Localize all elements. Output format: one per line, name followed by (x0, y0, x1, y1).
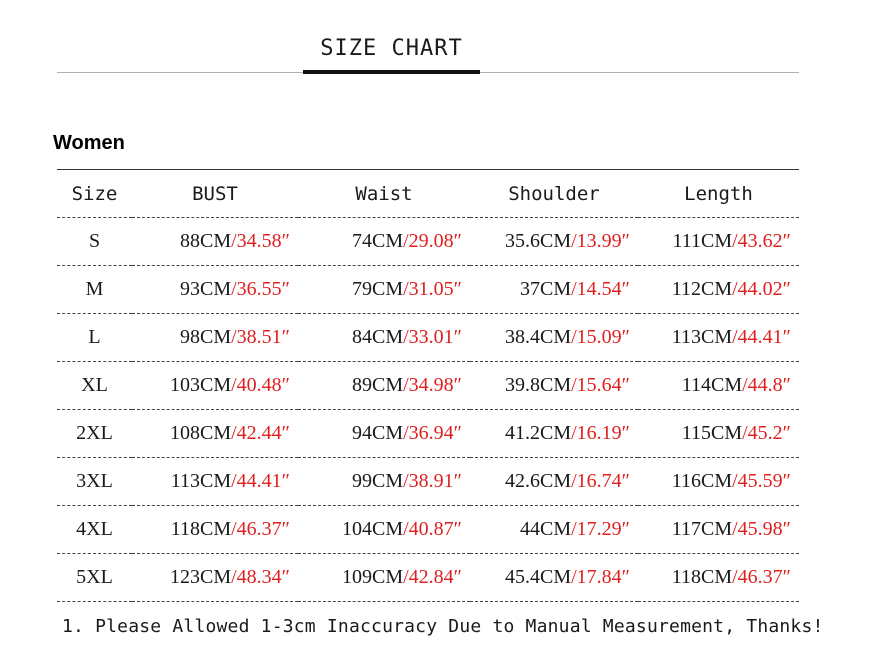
measurement-note: 1. Please Allowed 1-3cm Inaccuracy Due to Manual Measurement, Thanks! (62, 616, 824, 637)
length-inch-value: /44.41″ (732, 326, 791, 348)
size-cell: S (57, 218, 132, 266)
length-cell (638, 410, 799, 458)
table-row (57, 506, 799, 554)
bust-cell (132, 506, 298, 554)
length-cm-value: 114CM (681, 374, 743, 396)
bust-inch-value: /48.34″ (231, 566, 290, 588)
column-header-bust: BUST (132, 170, 298, 218)
bust-inch-value: /40.48″ (231, 374, 290, 396)
bust-cm-value: 118CM (170, 518, 232, 540)
shoulder-cm-value: 44CM (519, 518, 572, 540)
waist-inch-value: /33.01″ (403, 326, 462, 348)
bust-cm-value: 123CM (169, 566, 232, 588)
shoulder-cm-value: 45.4CM (504, 566, 572, 588)
waist-inch-value: /34.98″ (403, 374, 462, 396)
waist-inch-value: /38.91″ (403, 470, 462, 492)
table-row (57, 362, 799, 410)
waist-cm-value: 109CM (341, 566, 404, 588)
waist-inch-value: /31.05″ (403, 278, 462, 300)
table-row (57, 554, 799, 602)
bust-cell (132, 362, 298, 410)
shoulder-inch-value: /16.19″ (571, 422, 630, 444)
shoulder-inch-value: /17.84″ (571, 566, 630, 588)
waist-cell (298, 314, 470, 362)
length-inch-value: /45.2″ (742, 422, 791, 444)
shoulder-cm-value: 42.6CM (504, 470, 572, 492)
length-cell (638, 554, 799, 602)
waist-cell (298, 506, 470, 554)
bust-cell (132, 410, 298, 458)
shoulder-cell (470, 218, 638, 266)
bust-cm-value: 103CM (169, 374, 232, 396)
length-cell (638, 218, 799, 266)
column-header-shoulder: Shoulder (470, 170, 638, 218)
shoulder-cell (470, 410, 638, 458)
waist-cell (298, 458, 470, 506)
waist-cm-value: 99CM (351, 470, 404, 492)
table-row (57, 458, 799, 506)
waist-cm-value: 94CM (351, 422, 404, 444)
section-label: Women (53, 132, 125, 154)
shoulder-cell (470, 458, 638, 506)
waist-cell (298, 362, 470, 410)
waist-cm-value: 104CM (341, 518, 404, 540)
waist-inch-value: /36.94″ (403, 422, 462, 444)
length-inch-value: /45.98″ (732, 518, 791, 540)
bust-inch-value: /42.44″ (231, 422, 290, 444)
length-cell (638, 362, 799, 410)
table-row (57, 314, 799, 362)
waist-cell (298, 410, 470, 458)
waist-cm-value: 84CM (351, 326, 404, 348)
waist-inch-value: /29.08″ (403, 230, 462, 252)
size-chart-table (57, 170, 799, 602)
size-cell: 2XL (57, 410, 132, 458)
waist-inch-value: /40.87″ (403, 518, 462, 540)
length-cell (638, 314, 799, 362)
waist-inch-value: /42.84″ (403, 566, 462, 588)
bust-inch-value: /44.41″ (231, 470, 290, 492)
bust-cm-value: 88CM (179, 230, 232, 252)
length-cm-value: 116CM (671, 470, 733, 492)
length-inch-value: /44.8″ (742, 374, 791, 396)
waist-cm-value: 74CM (351, 230, 404, 252)
table-header-row (57, 170, 799, 218)
length-inch-value: /43.62″ (732, 230, 791, 252)
shoulder-cm-value: 39.8CM (504, 374, 572, 396)
waist-cell (298, 218, 470, 266)
bust-inch-value: /36.55″ (231, 278, 290, 300)
title-underline (303, 70, 480, 74)
shoulder-inch-value: /15.09″ (571, 326, 630, 348)
bust-cm-value: 113CM (170, 470, 232, 492)
table-row (57, 410, 799, 458)
bust-cell (132, 266, 298, 314)
table-row (57, 218, 799, 266)
waist-cm-value: 89CM (351, 374, 404, 396)
bust-cm-value: 98CM (179, 326, 232, 348)
length-cell (638, 458, 799, 506)
header (0, 0, 871, 80)
size-cell: 5XL (57, 554, 132, 602)
shoulder-inch-value: /17.29″ (571, 518, 630, 540)
length-inch-value: /46.37″ (732, 566, 791, 588)
bust-cell (132, 218, 298, 266)
length-inch-value: /44.02″ (732, 278, 791, 300)
bust-inch-value: /38.51″ (231, 326, 290, 348)
table-row (57, 266, 799, 314)
size-cell: 4XL (57, 506, 132, 554)
size-cell: XL (57, 362, 132, 410)
column-header-waist: Waist (298, 170, 470, 218)
shoulder-cm-value: 37CM (519, 278, 572, 300)
length-cm-value: 111CM (672, 230, 733, 252)
shoulder-cell (470, 362, 638, 410)
length-cm-value: 118CM (671, 566, 733, 588)
bust-cell (132, 458, 298, 506)
table-body (57, 218, 799, 602)
column-header-length: Length (638, 170, 799, 218)
length-cell (638, 506, 799, 554)
column-header-size: Size (57, 170, 132, 218)
shoulder-cm-value: 41.2CM (504, 422, 572, 444)
page-title: SIZE CHART (320, 36, 463, 61)
bust-inch-value: /46.37″ (231, 518, 290, 540)
length-cell (638, 266, 799, 314)
bust-cell (132, 314, 298, 362)
size-cell: 3XL (57, 458, 132, 506)
waist-cell (298, 554, 470, 602)
length-cm-value: 117CM (671, 518, 733, 540)
shoulder-inch-value: /13.99″ (571, 230, 630, 252)
shoulder-cell (470, 266, 638, 314)
shoulder-cm-value: 35.6CM (504, 230, 572, 252)
shoulder-cm-value: 38.4CM (504, 326, 572, 348)
shoulder-cell (470, 314, 638, 362)
bust-cm-value: 93CM (179, 278, 232, 300)
shoulder-inch-value: /15.64″ (571, 374, 630, 396)
length-cm-value: 115CM (681, 422, 743, 444)
bust-inch-value: /34.58″ (231, 230, 290, 252)
length-cm-value: 113CM (671, 326, 733, 348)
length-inch-value: /45.59″ (732, 470, 791, 492)
waist-cell (298, 266, 470, 314)
shoulder-cell (470, 554, 638, 602)
waist-cm-value: 79CM (351, 278, 404, 300)
shoulder-inch-value: /16.74″ (571, 470, 630, 492)
bust-cell (132, 554, 298, 602)
length-cm-value: 112CM (671, 278, 733, 300)
bust-cm-value: 108CM (169, 422, 232, 444)
size-cell: L (57, 314, 132, 362)
size-cell: M (57, 266, 132, 314)
shoulder-inch-value: /14.54″ (571, 278, 630, 300)
shoulder-cell (470, 506, 638, 554)
